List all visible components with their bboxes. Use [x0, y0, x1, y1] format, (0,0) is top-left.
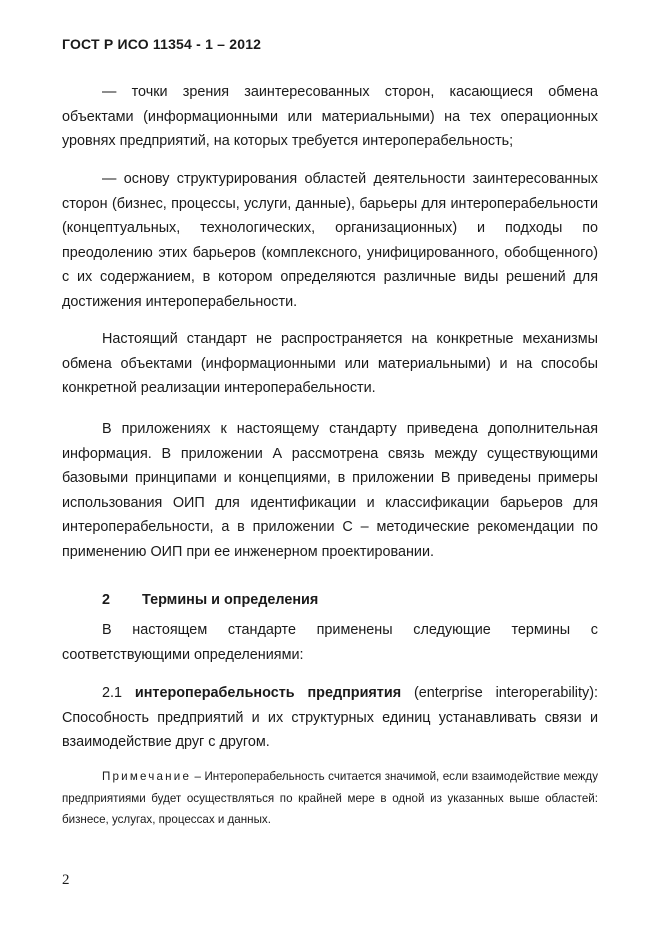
- note-label: Примечание: [102, 770, 192, 783]
- section-heading: [102, 588, 318, 612]
- definition-entry: [62, 681, 598, 755]
- note-block: [62, 766, 598, 831]
- paragraph-stakeholder-viewpoints: — точки зрения заинтересованных сторон, касающиеся обмена объектами (информационными или материальными) на тех операционных уровнях предприятий, на которых требуется интероперабельность;: [62, 84, 598, 149]
- section-title: Термины и определения: [142, 592, 319, 608]
- paragraph-structuring-basis: — основу структурирования областей деятельности заинтересованных сторон (бизнес, процессы, услуги, данные), барьеры для интероперабельности (концептуальных, технологических, организационных) и подходы по преодолению этих барьеров (комплексного, унифицированного, обобщенного) с их содержанием, в котором определяются различные виды решений для достижения интероперабельности.: [62, 171, 598, 310]
- definition-term: интероперабельность предприятия: [134, 685, 402, 701]
- section-number: 2: [102, 592, 111, 608]
- definition-number: 2.1: [102, 685, 123, 701]
- note-text: – Интероперабельность считается значимой, если взаимодействие между предприятиями будет осуществляться по крайней мере в одной из указанных выше областей: бизнесе, услугах, процессах и данных.: [62, 770, 598, 826]
- paragraph-section-intro: В настоящем стандарте применены следующие термины с соответствующими определениями:: [62, 622, 598, 663]
- document-header: ГОСТ Р ИСО 11354 - 1 – 2012: [62, 36, 262, 52]
- definition-text: Способность предприятий и их структурных единиц устанавливать связи и взаимодействие друг с другом.: [62, 709, 598, 750]
- paragraph-scope-exclusion: Настоящий стандарт не распространяется на конкретные механизмы обмена объектами (информационными или материальными) и на способы конкретной реализации интероперабельности.: [62, 331, 598, 396]
- page-number: 2: [62, 872, 70, 888]
- definition-english: (enterprise interoperability):: [413, 685, 598, 701]
- paragraph-appendices: В приложениях к настоящему стандарту приведена дополнительная информация. В приложении А рассмотрена связь между существующими базовыми принципами и концепциями, в приложении В приведены примеры использования ОИП для идентификации и классификации барьеров для интероперабельности, а в приложении С – методические рекомендации по применению ОИП при ее инженерном проектировании.: [62, 421, 598, 560]
